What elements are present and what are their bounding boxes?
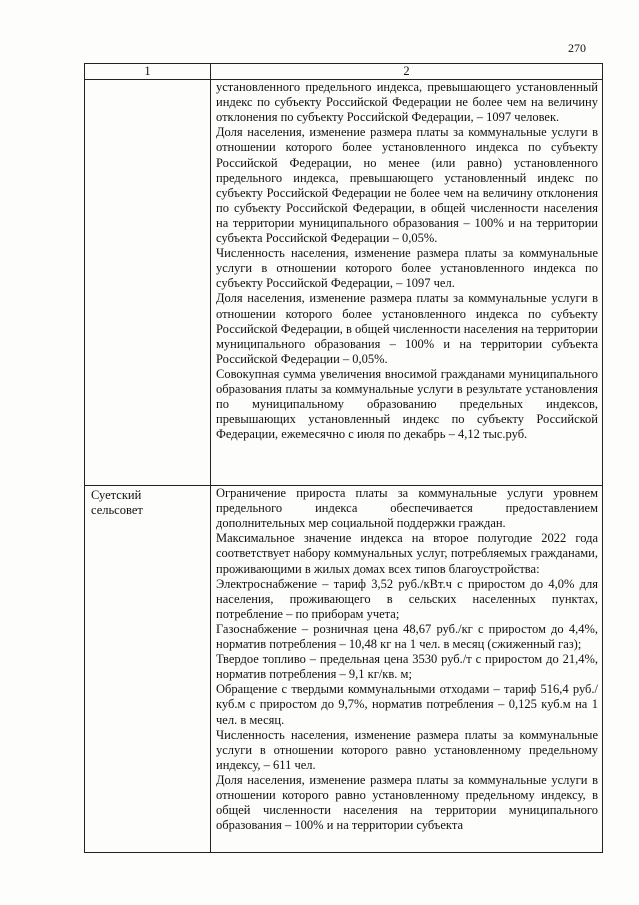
settlement-name-line1: Суетский [91,488,142,503]
document-table [84,63,603,853]
paragraph: Численность населения, изменение размера платы за коммунальные услуги в отношении которого более установленного индекса по субъекту Российской Федерации, – 1097 чел. [216,246,598,291]
paragraph: установленного предельного индекса, превышающего установленный индекс по субъекту Российской Федерации не более чем на величину отклонения по субъекту Российской Федерации, – 1097 человек. [216,80,598,125]
column-header-2: 2 [211,64,603,80]
paragraph: Твердое топливо – предельная цена 3530 руб./т с приростом до 21,4%, норматив потребления – 9,1 кг/кв. м; [216,652,598,682]
table-header-row [85,64,603,80]
paragraph: Совокупная сумма увеличения вносимой гражданами муниципального образования платы за коммунальные услуги в результате установления по муниципальному образованию предельных индексов, превышающих установленный индекс по субъекту Российской Федерации, ежемесячно с июля по декабрь – 4,12 тыс.руб. [216,366,598,442]
table-row [85,486,603,853]
paragraph: Численность населения, изменение размера платы за коммунальные услуги в отношении которого равно установленному предельному индексу, – 611 чел. [216,727,598,772]
table-row [85,80,603,486]
paragraph: Обращение с твердыми коммунальными отходами – тариф 516,4 руб./куб.м с приростом до 9,7%, норматив потребления – 0,125 куб.м на 1 чел. в месяц. [216,682,598,727]
row2-col2-cell [211,486,603,853]
paragraph: Электроснабжение – тариф 3,52 руб./кВт.ч с приростом до 4,0% для населения, проживающего в сельских населенных пунктах, потребление – по приборам учета; [216,576,598,621]
row1-col1-cell [85,80,211,486]
settlement-name [85,486,210,518]
paragraph: Ограничение прироста платы за коммунальные услуги уровнем предельного индекса обеспечивается предоставлением дополнительных мер социальной поддержки граждан. [216,486,598,531]
column-header-1: 1 [85,64,211,80]
settlement-name-line2: сельсовет [91,503,143,518]
row1-col2-cell [211,80,603,486]
page-number: 270 [568,41,586,55]
row2-text-block [211,486,602,852]
row1-text-block [211,80,602,485]
paragraph: Доля населения, изменение размера платы за коммунальные услуги в отношении которого более установленного индекса по субъекту Российской Федерации, но менее (или равно) установленного предельного индекса, превышающего установленный индекс по субъекту Российской Федерации не более чем на величину отклонения по субъекту Российской Федерации, в общей численности населения на территории муниципального образования – 100% и на территории субъекта Российской Федерации – 0,05%. [216,125,598,246]
paragraph: Доля населения, изменение размера платы за коммунальные услуги в отношении которого равно установленному предельному индексу, в общей численности населения на территории муниципального образования – 100% и на территории субъекта [216,772,598,833]
paragraph: Доля населения, изменение размера платы за коммунальные услуги в отношении которого более установленного индекса по субъекту Российской Федерации, в общей численности населения на территории муниципального образования – 100% и на территории субъекта Российской Федерации – 0,05%. [216,291,598,366]
row2-col1-cell [85,486,211,853]
paragraph: Газоснабжение – розничная цена 48,67 руб./кг с приростом до 4,4%, норматив потребления – 10,48 кг на 1 чел. в месяц (сжиженный газ); [216,621,598,652]
paragraph: Максимальное значение индекса на второе полугодие 2022 года соответствует набору коммунальных услуг, потребляемых гражданами, проживающими в жилых домах всех типов благоустройства: [216,531,598,576]
